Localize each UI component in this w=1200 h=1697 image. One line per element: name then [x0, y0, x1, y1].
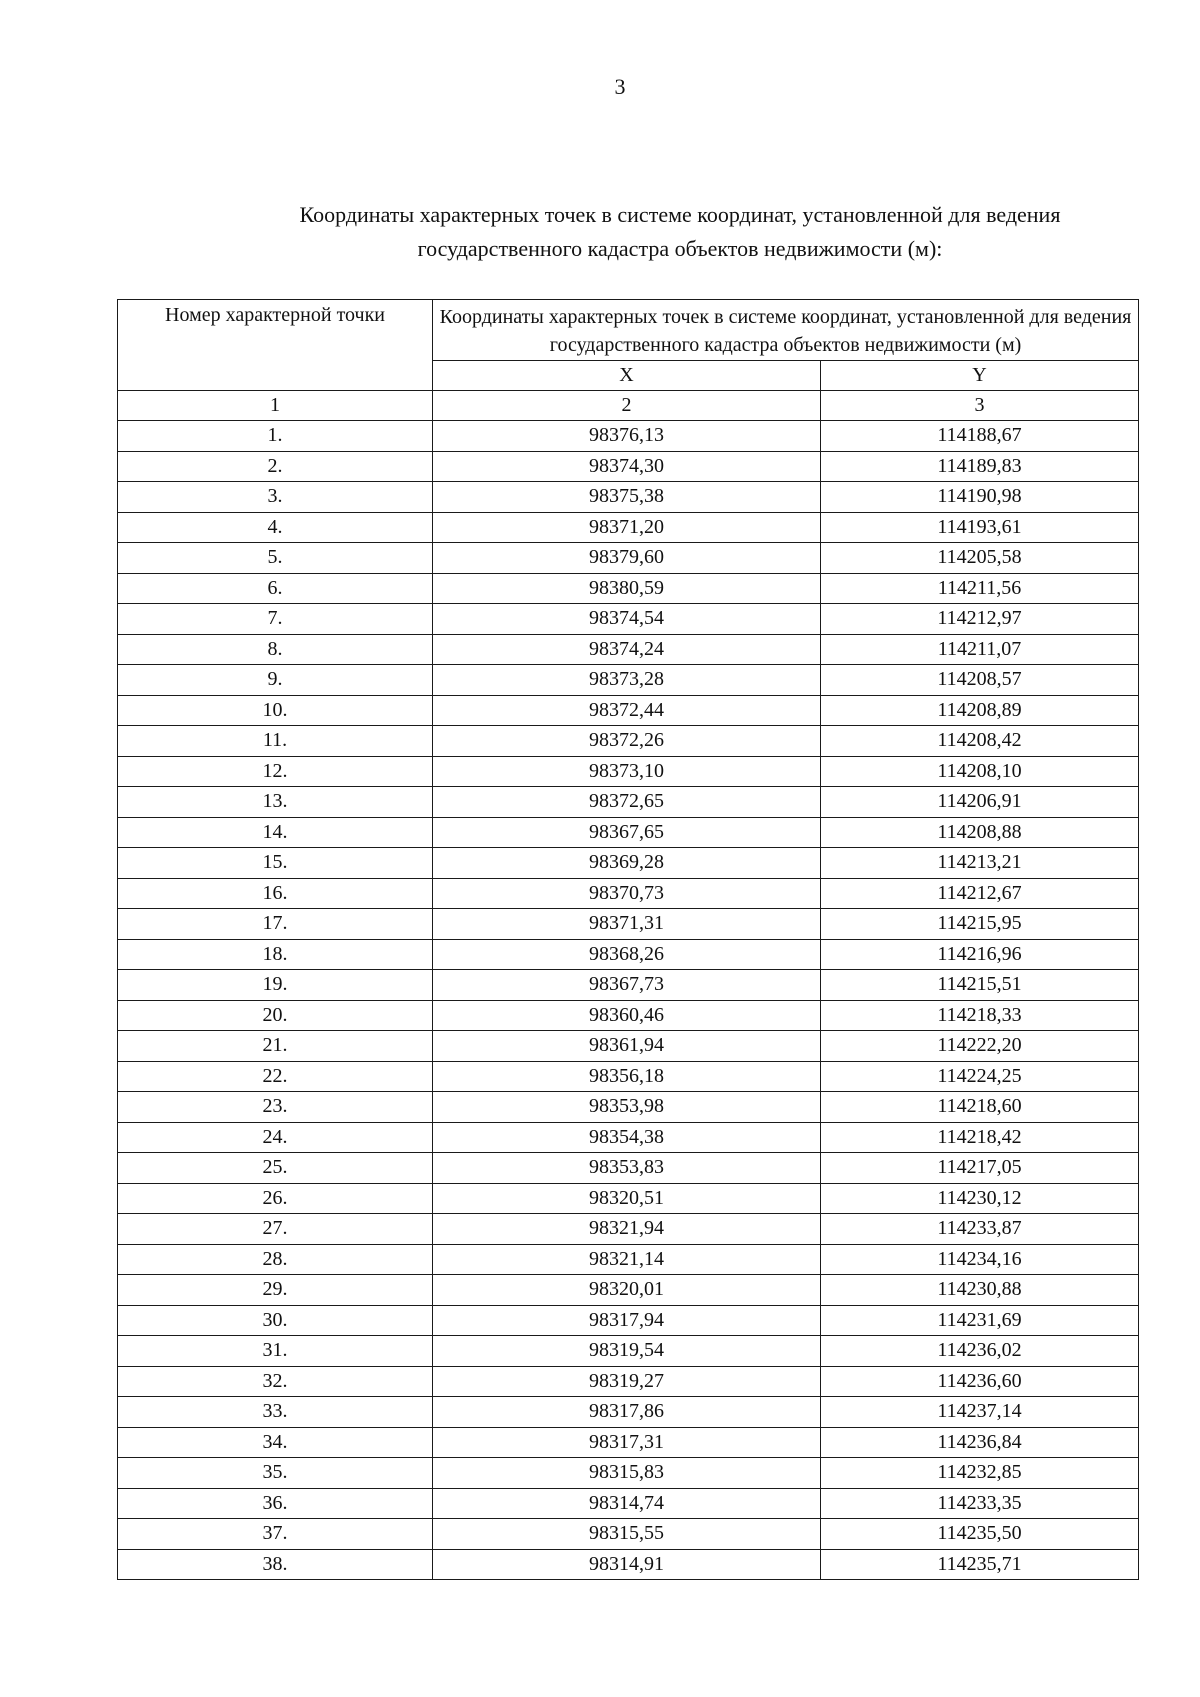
y-coordinate-cell: 114205,58	[821, 543, 1139, 574]
y-coordinate-cell: 114208,10	[821, 756, 1139, 787]
table-row	[118, 604, 1139, 635]
point-number-cell: 9.	[118, 665, 433, 696]
y-coordinate-cell: 114234,16	[821, 1244, 1139, 1275]
point-number-cell: 35.	[118, 1458, 433, 1489]
table-row	[118, 726, 1139, 757]
point-number-cell: 18.	[118, 939, 433, 970]
y-coordinate-cell: 114212,67	[821, 878, 1139, 909]
x-coordinate-cell: 98317,31	[433, 1427, 821, 1458]
point-number-cell: 2.	[118, 451, 433, 482]
table-row	[118, 1275, 1139, 1306]
point-number-cell: 6.	[118, 573, 433, 604]
y-coordinate-cell: 114189,83	[821, 451, 1139, 482]
y-coordinate-cell: 114208,42	[821, 726, 1139, 757]
table-row	[118, 1549, 1139, 1580]
y-coordinate-cell: 114236,84	[821, 1427, 1139, 1458]
header-y: Y	[821, 361, 1139, 391]
table-row	[118, 543, 1139, 574]
page-number: 3	[614, 74, 626, 99]
y-coordinate-cell: 114208,89	[821, 695, 1139, 726]
x-coordinate-cell: 98321,14	[433, 1244, 821, 1275]
y-coordinate-cell: 114208,88	[821, 817, 1139, 848]
x-coordinate-cell: 98371,31	[433, 909, 821, 940]
x-coordinate-cell: 98380,59	[433, 573, 821, 604]
document-title-line-2: государственного кадастра объектов недвижимости (м):	[417, 236, 943, 261]
table-row	[118, 848, 1139, 879]
x-coordinate-cell: 98319,54	[433, 1336, 821, 1367]
y-coordinate-cell: 114230,12	[821, 1183, 1139, 1214]
table-row	[118, 1153, 1139, 1184]
y-coordinate-cell: 114237,14	[821, 1397, 1139, 1428]
x-coordinate-cell: 98317,86	[433, 1397, 821, 1428]
table-row	[118, 482, 1139, 513]
y-coordinate-cell: 114235,50	[821, 1519, 1139, 1550]
point-number-cell: 37.	[118, 1519, 433, 1550]
point-number-cell: 20.	[118, 1000, 433, 1031]
table-row	[118, 1427, 1139, 1458]
point-number-cell: 36.	[118, 1488, 433, 1519]
table-row	[118, 1214, 1139, 1245]
point-number-cell: 14.	[118, 817, 433, 848]
x-coordinate-cell: 98373,28	[433, 665, 821, 696]
table-row	[118, 1122, 1139, 1153]
y-coordinate-cell: 114218,33	[821, 1000, 1139, 1031]
x-coordinate-cell: 98317,94	[433, 1305, 821, 1336]
header-point-number: Номер характерной точки	[118, 300, 433, 391]
point-number-cell: 8.	[118, 634, 433, 665]
table-row	[118, 451, 1139, 482]
x-coordinate-cell: 98360,46	[433, 1000, 821, 1031]
y-coordinate-cell: 114208,57	[821, 665, 1139, 696]
y-coordinate-cell: 114232,85	[821, 1458, 1139, 1489]
y-coordinate-cell: 114224,25	[821, 1061, 1139, 1092]
x-coordinate-cell: 98315,55	[433, 1519, 821, 1550]
y-coordinate-cell: 114213,21	[821, 848, 1139, 879]
x-coordinate-cell: 98374,24	[433, 634, 821, 665]
table-row	[118, 1000, 1139, 1031]
point-number-cell: 1.	[118, 421, 433, 452]
coordinates-table	[117, 299, 1139, 1580]
x-coordinate-cell: 98320,01	[433, 1275, 821, 1306]
table-row	[118, 1488, 1139, 1519]
point-number-cell: 16.	[118, 878, 433, 909]
table-row	[118, 665, 1139, 696]
table-row	[118, 1397, 1139, 1428]
point-number-cell: 3.	[118, 482, 433, 513]
table-row	[118, 695, 1139, 726]
point-number-cell: 11.	[118, 726, 433, 757]
point-number-cell: 26.	[118, 1183, 433, 1214]
point-number-cell: 17.	[118, 909, 433, 940]
point-number-cell: 13.	[118, 787, 433, 818]
point-number-cell: 32.	[118, 1366, 433, 1397]
y-coordinate-cell: 114218,42	[821, 1122, 1139, 1153]
point-number-cell: 34.	[118, 1427, 433, 1458]
x-coordinate-cell: 98376,13	[433, 421, 821, 452]
x-coordinate-cell: 98370,73	[433, 878, 821, 909]
x-coordinate-cell: 98368,26	[433, 939, 821, 970]
x-coordinate-cell: 98372,26	[433, 726, 821, 757]
table-row	[118, 1305, 1139, 1336]
point-number-cell: 23.	[118, 1092, 433, 1123]
y-coordinate-cell: 114188,67	[821, 421, 1139, 452]
point-number-cell: 38.	[118, 1549, 433, 1580]
table-row	[118, 1458, 1139, 1489]
x-coordinate-cell: 98371,20	[433, 512, 821, 543]
table-row	[118, 1336, 1139, 1367]
document-title	[150, 198, 1200, 266]
point-number-cell: 7.	[118, 604, 433, 635]
x-coordinate-cell: 98373,10	[433, 756, 821, 787]
y-coordinate-cell: 114218,60	[821, 1092, 1139, 1123]
table-row	[118, 1092, 1139, 1123]
y-coordinate-cell: 114206,91	[821, 787, 1139, 818]
point-number-cell: 5.	[118, 543, 433, 574]
table-row	[118, 1519, 1139, 1550]
table-row	[118, 787, 1139, 818]
y-coordinate-cell: 114211,07	[821, 634, 1139, 665]
y-coordinate-cell: 114231,69	[821, 1305, 1139, 1336]
x-coordinate-cell: 98353,98	[433, 1092, 821, 1123]
y-coordinate-cell: 114190,98	[821, 482, 1139, 513]
x-coordinate-cell: 98372,65	[433, 787, 821, 818]
x-coordinate-cell: 98379,60	[433, 543, 821, 574]
x-coordinate-cell: 98314,91	[433, 1549, 821, 1580]
table-row	[118, 1061, 1139, 1092]
table-row	[118, 421, 1139, 452]
x-coordinate-cell: 98321,94	[433, 1214, 821, 1245]
header-coordinates-group: Координаты характерных точек в системе координат, установленной для ведения государственного кадастра объектов недвижимости (м)	[433, 300, 1139, 361]
y-coordinate-cell: 114233,87	[821, 1214, 1139, 1245]
point-number-cell: 24.	[118, 1122, 433, 1153]
header-x: X	[433, 361, 821, 391]
y-coordinate-cell: 114193,61	[821, 512, 1139, 543]
point-number-cell: 4.	[118, 512, 433, 543]
x-coordinate-cell: 98353,83	[433, 1153, 821, 1184]
point-number-cell: 12.	[118, 756, 433, 787]
point-number-cell: 15.	[118, 848, 433, 879]
y-coordinate-cell: 114236,60	[821, 1366, 1139, 1397]
point-number-cell: 27.	[118, 1214, 433, 1245]
point-number-cell: 10.	[118, 695, 433, 726]
x-coordinate-cell: 98320,51	[433, 1183, 821, 1214]
x-coordinate-cell: 98372,44	[433, 695, 821, 726]
table-row	[118, 878, 1139, 909]
point-number-cell: 21.	[118, 1031, 433, 1062]
table-row	[118, 634, 1139, 665]
x-coordinate-cell: 98375,38	[433, 482, 821, 513]
y-coordinate-cell: 114215,51	[821, 970, 1139, 1001]
column-number-2: 2	[433, 391, 821, 421]
y-coordinate-cell: 114217,05	[821, 1153, 1139, 1184]
table-row	[118, 1244, 1139, 1275]
table-row	[118, 970, 1139, 1001]
x-coordinate-cell: 98367,73	[433, 970, 821, 1001]
document-title-line-1: Координаты характерных точек в системе координат, установленной для ведения	[299, 202, 1061, 227]
column-number-1: 1	[118, 391, 433, 421]
y-coordinate-cell: 114236,02	[821, 1336, 1139, 1367]
y-coordinate-cell: 114230,88	[821, 1275, 1139, 1306]
y-coordinate-cell: 114212,97	[821, 604, 1139, 635]
table-row	[118, 1031, 1139, 1062]
point-number-cell: 22.	[118, 1061, 433, 1092]
y-coordinate-cell: 114216,96	[821, 939, 1139, 970]
x-coordinate-cell: 98369,28	[433, 848, 821, 879]
table-row	[118, 573, 1139, 604]
point-number-cell: 19.	[118, 970, 433, 1001]
x-coordinate-cell: 98315,83	[433, 1458, 821, 1489]
table-row	[118, 1183, 1139, 1214]
x-coordinate-cell: 98354,38	[433, 1122, 821, 1153]
table-row	[118, 909, 1139, 940]
table-header	[118, 300, 1139, 421]
y-coordinate-cell: 114235,71	[821, 1549, 1139, 1580]
point-number-cell: 29.	[118, 1275, 433, 1306]
table-row	[118, 817, 1139, 848]
table-row	[118, 756, 1139, 787]
point-number-cell: 30.	[118, 1305, 433, 1336]
table-row	[118, 512, 1139, 543]
point-number-cell: 31.	[118, 1336, 433, 1367]
point-number-cell: 25.	[118, 1153, 433, 1184]
x-coordinate-cell: 98314,74	[433, 1488, 821, 1519]
x-coordinate-cell: 98361,94	[433, 1031, 821, 1062]
table-row	[118, 939, 1139, 970]
point-number-cell: 33.	[118, 1397, 433, 1428]
x-coordinate-cell: 98356,18	[433, 1061, 821, 1092]
table-row	[118, 1366, 1139, 1397]
column-number-3: 3	[821, 391, 1139, 421]
table-body	[118, 421, 1139, 1580]
x-coordinate-cell: 98367,65	[433, 817, 821, 848]
point-number-cell: 28.	[118, 1244, 433, 1275]
x-coordinate-cell: 98319,27	[433, 1366, 821, 1397]
x-coordinate-cell: 98374,30	[433, 451, 821, 482]
y-coordinate-cell: 114233,35	[821, 1488, 1139, 1519]
y-coordinate-cell: 114211,56	[821, 573, 1139, 604]
y-coordinate-cell: 114222,20	[821, 1031, 1139, 1062]
x-coordinate-cell: 98374,54	[433, 604, 821, 635]
y-coordinate-cell: 114215,95	[821, 909, 1139, 940]
